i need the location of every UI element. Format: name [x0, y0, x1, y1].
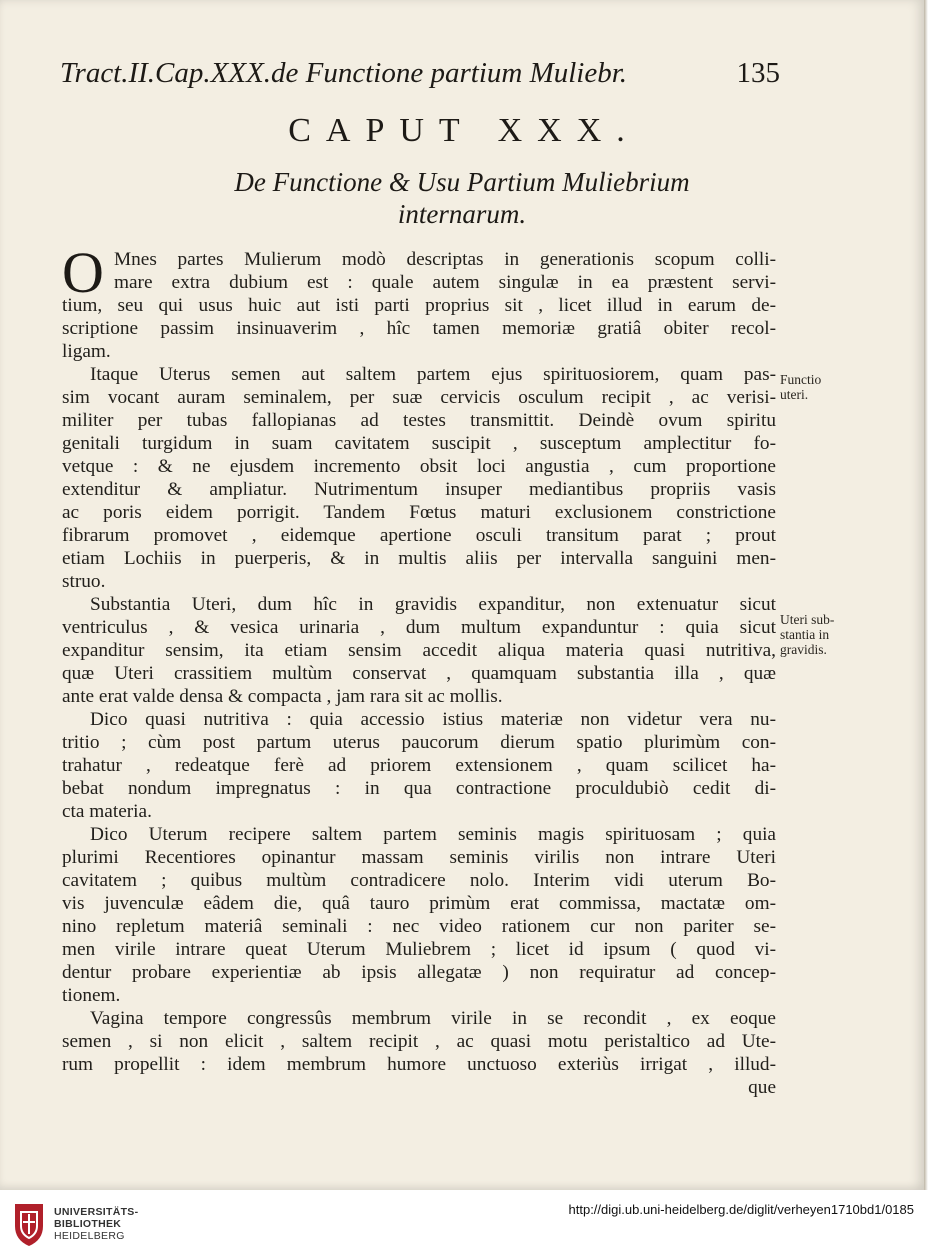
running-title: Tract.II.Cap.XXX.de Functione partium Muliebr.	[60, 57, 628, 89]
text-line: cta materia.	[62, 801, 152, 822]
running-head	[60, 54, 780, 92]
catchword: que	[748, 1077, 776, 1098]
text-line: mare extra dubium est : quale autem singulæ in ea præstent servi-	[114, 272, 776, 293]
text-line: genitali turgidum in suam cavitatem suscipit , susceptum amplectitur fo-	[62, 433, 776, 454]
text-line: ante erat valde densa & compacta , jam rara sit ac mollis.	[62, 686, 503, 707]
text-line: cavitatem ; quibus multùm contradicere nolo. Interim vidi uterum Bo-	[62, 870, 776, 891]
page-number: 135	[736, 57, 780, 89]
text-line: rum propellit : idem membrum humore unctuoso exteriùs irrigat , illud-	[62, 1054, 776, 1075]
text-line: dentur probare experientiæ ab ipsis allegatæ ) non requiratur ad concep-	[62, 962, 776, 983]
text-line: ligam.	[62, 341, 111, 362]
text-line: men virile intrare queat Uterum Muliebrem ; licet id ipsum ( quod vi-	[62, 939, 776, 960]
text-line: Itaque Uterus semen aut saltem partem ejus spirituosiorem, quam pas-	[90, 364, 776, 385]
margin-note-functio-uteri	[780, 372, 922, 402]
text-line: tionem.	[62, 985, 121, 1006]
text-line: sim vocant auram seminalem, per suæ cervicis osculum recipit , ac verisi-	[62, 387, 776, 408]
text-line: militer per tubas fallopianas ad testes transmittit. Deindè ovum spiritu	[62, 410, 776, 431]
library-name-line: BIBLIOTHEK	[54, 1218, 122, 1230]
text-line: Substantia Uteri, dum hîc in gravidis expanditur, non extenuatur sicut	[90, 594, 776, 615]
text-line: plurimi Recentiores opinantur massam seminis virilis non intrare Uteri	[62, 847, 776, 868]
chapter-subtitle-line2: internarum.	[397, 199, 527, 229]
body-text	[62, 240, 776, 1099]
drop-cap: O	[62, 240, 104, 305]
page-edge-shadow	[924, 0, 928, 1190]
library-name	[54, 1206, 138, 1242]
text-line: bebat nondum impregnatus : in qua contractione proculdubiò cedit di-	[62, 778, 776, 799]
library-footer	[0, 1190, 928, 1258]
text-line: etiam Lochiis in puerperis, & in multis aliis per intervalla sanguini men-	[62, 548, 776, 569]
text-line: trahatur , redeatque ferè ad priorem extensionem , quam scilicet ha-	[62, 755, 776, 776]
university-seal-icon	[12, 1200, 46, 1248]
library-name-line: HEIDELBERG	[54, 1230, 125, 1242]
margin-note-uteri-substantia	[780, 612, 922, 657]
chapter-heading: CAPUT XXX.	[288, 112, 640, 149]
margin-note-line: gravidis.	[780, 642, 827, 657]
margin-note-line: stantia in	[780, 627, 830, 642]
text-line: vis juvenculæ eâdem die, quâ tauro primùm erat commissa, mactatæ om-	[62, 893, 776, 914]
permalink[interactable]: http://digi.ub.uni-heidelberg.de/diglit/verheyen1710bd1/0185	[568, 1202, 914, 1217]
text-line: nino repletum materiâ seminali : nec video rationem cur non pariter se-	[62, 916, 776, 937]
text-line: Dico Uterum recipere saltem partem seminis magis spirituosam ; quia	[90, 824, 776, 845]
text-line: ventriculus , & vesica urinaria , dum multum expanduntur : quia sicut	[62, 617, 776, 638]
text-line: Dico quasi nutritiva : quia accessio istius materiæ non videtur vera nu-	[90, 709, 776, 730]
text-line: vetque : & ne ejusdem incremento obsit loci angustia , cum proportione	[62, 456, 776, 477]
text-line: tium, seu qui usus huic aut isti parti proprius sit , licet illud in earum de-	[62, 295, 776, 316]
text-line: tritio ; cùm post partum uterus paucorum dierum spatio plurimùm con-	[62, 732, 776, 753]
text-line: struo.	[62, 571, 106, 592]
text-line: semen , si non elicit , saltem recipit , ac quasi motu peristaltico ad Ute-	[62, 1031, 776, 1052]
chapter-subtitle-line1: De Functione & Usu Partium Muliebrium	[234, 167, 690, 197]
library-name-line: UNIVERSITÄTS-	[54, 1206, 139, 1218]
text-line: expanditur sensim, ita etiam sensim accedit aliqua materia quasi nutritiva,	[62, 640, 776, 661]
text-line: Mnes partes Mulierum modò descriptas in generationis scopum colli-	[114, 249, 776, 270]
margin-note-line: Functio	[780, 372, 822, 387]
text-line: ac poris eidem porrigit. Tandem Fœtus maturi exclusionem constrictione	[62, 502, 776, 523]
text-line: fibrarum promovet , eidemque apertione osculi transitum parat ; prout	[62, 525, 776, 546]
margin-note-line: Uteri sub-	[780, 612, 835, 627]
text-line: quæ Uteri crassitiem multùm conservat , quamquam substantia illa , quæ	[62, 663, 776, 684]
text-line: Vagina tempore congressûs membrum virile in se recondit , ex eoque	[90, 1008, 776, 1029]
text-line: extenditur & ampliatur. Nutrimentum insuper mediantibus propriis vasis	[62, 479, 776, 500]
text-line: scriptione passim insinuaverim , hîc tamen memoriæ gratiâ obiter recol-	[62, 318, 776, 339]
margin-note-line: uteri.	[780, 387, 809, 402]
